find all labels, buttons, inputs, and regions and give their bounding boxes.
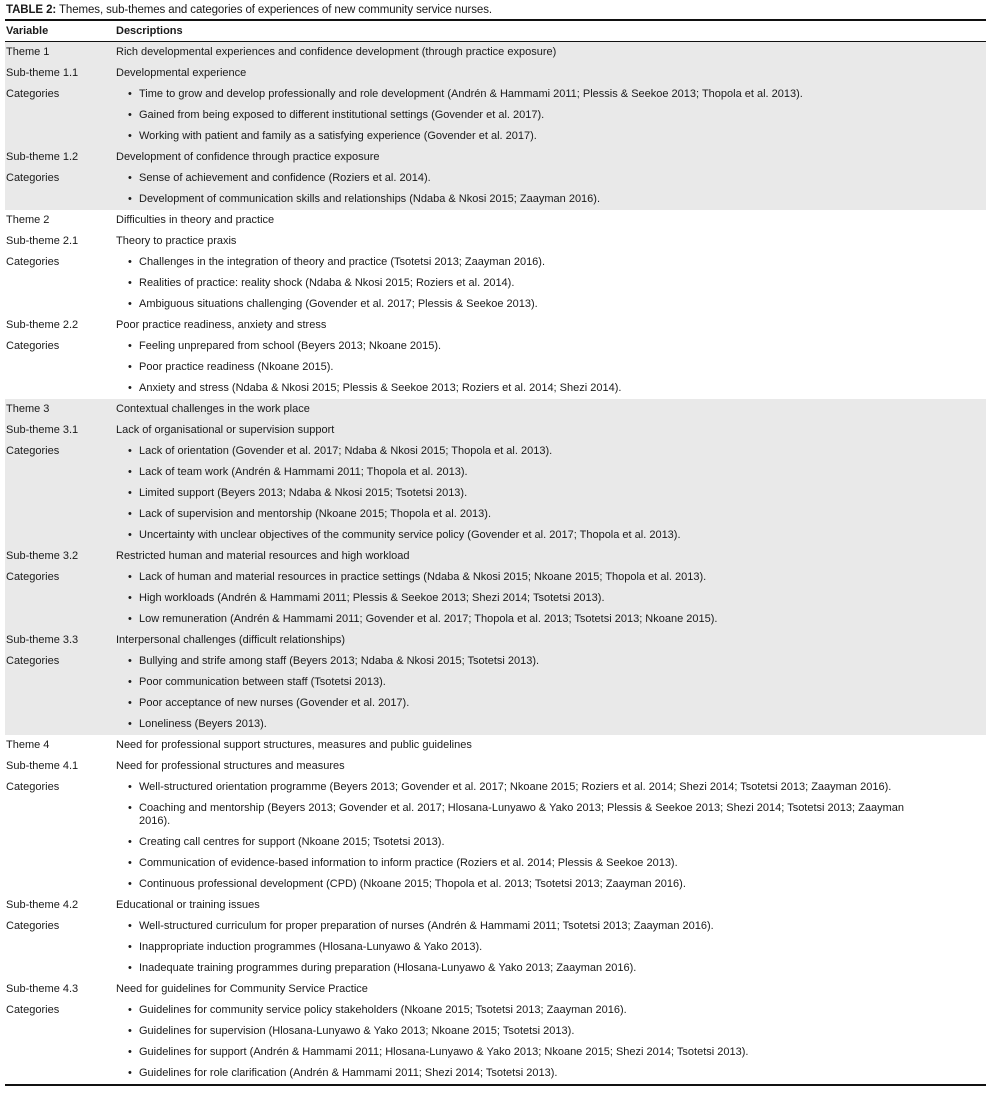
description-cell: Interpersonal challenges (difficult relationships) bbox=[115, 630, 986, 651]
bullet-icon: • bbox=[128, 592, 132, 604]
variable-cell bbox=[5, 958, 115, 979]
description-cell: Need for guidelines for Community Service Practice bbox=[116, 983, 368, 995]
table-row bbox=[5, 588, 986, 609]
table-row bbox=[5, 567, 986, 588]
variable-cell bbox=[5, 832, 115, 853]
bullet-item bbox=[116, 172, 986, 185]
table-row bbox=[5, 315, 986, 336]
description-cell bbox=[115, 336, 986, 357]
table-row bbox=[5, 798, 986, 832]
variable-cell bbox=[5, 357, 115, 378]
description-cell: Theory to practice praxis bbox=[116, 235, 237, 247]
description-cell bbox=[115, 777, 986, 798]
bullet-icon: • bbox=[128, 256, 132, 268]
variable-cell: Sub-theme 3.1 bbox=[5, 420, 115, 441]
table-row bbox=[5, 168, 986, 189]
variable-cell: Sub-theme 3.2 bbox=[5, 546, 115, 567]
bullet-item bbox=[116, 1004, 986, 1017]
bullet-item bbox=[116, 857, 986, 870]
bullet-item bbox=[116, 298, 986, 311]
bullet-item bbox=[116, 613, 986, 626]
description-cell: Development of confidence through practice exposure bbox=[115, 147, 986, 168]
variable-cell: Sub-theme 2.2 bbox=[6, 319, 79, 331]
bullet-item bbox=[116, 340, 986, 353]
bullet-icon: • bbox=[128, 445, 132, 457]
variable-cell bbox=[5, 525, 115, 546]
variable-cell bbox=[5, 937, 115, 958]
table-row bbox=[5, 336, 986, 357]
variable-cell bbox=[5, 672, 115, 693]
variable-cell bbox=[5, 693, 115, 714]
description-cell: Need for professional support structures, measures and public guidelines bbox=[116, 739, 472, 751]
category-text: Guidelines for support (Andrén & Hammami 2011; Hlosana-Lunyawo & Yako 2013; Nkoane 2015; Shezi 2014; Tsotetsi 2013). bbox=[139, 1046, 749, 1058]
category-text: Bullying and strife among staff (Beyers 2013; Ndaba & Nkosi 2015; Tsotetsi 2013). bbox=[139, 655, 540, 667]
variable-cell: Categories bbox=[6, 340, 60, 352]
variable-cell bbox=[5, 126, 115, 147]
bullet-icon: • bbox=[128, 920, 132, 932]
table-row bbox=[5, 273, 986, 294]
category-text: Coaching and mentorship (Beyers 2013; Govender et al. 2017; Hlosana-Lunyawo & Yako 2013; Plessis & Seekoe 2013; Shezi 2014; Tsotetsi 2013; Zaayman 2016). bbox=[139, 802, 904, 827]
description-cell bbox=[115, 832, 986, 853]
header-row bbox=[5, 20, 986, 42]
table-row bbox=[5, 399, 986, 420]
description-cell bbox=[115, 504, 986, 525]
description-cell: Difficulties in theory and practice bbox=[116, 214, 275, 226]
description-cell bbox=[115, 714, 986, 735]
table-row bbox=[5, 147, 986, 168]
description-cell: Developmental experience bbox=[115, 63, 986, 84]
header-variable: Variable bbox=[5, 20, 115, 42]
category-text: Guidelines for role clarification (Andrén & Hammami 2011; Shezi 2014; Tsotetsi 2013). bbox=[139, 1067, 558, 1079]
variable-cell bbox=[5, 874, 115, 895]
variable-cell bbox=[5, 798, 115, 832]
variable-cell: Categories bbox=[5, 84, 115, 105]
table-row bbox=[5, 651, 986, 672]
variable-cell bbox=[5, 853, 115, 874]
variable-cell bbox=[5, 588, 115, 609]
table-row bbox=[5, 1063, 986, 1085]
category-text: Low remuneration (Andrén & Hammami 2011; Govender et al. 2017; Thopola et al. 2013; Tsotetsi 2013; Nkoane 2015). bbox=[139, 613, 718, 625]
bullet-icon: • bbox=[128, 1025, 132, 1037]
table-row bbox=[5, 378, 986, 399]
description-cell bbox=[115, 294, 986, 315]
variable-cell: Categories bbox=[6, 256, 60, 268]
category-text: Inappropriate induction programmes (Hlosana-Lunyawo & Yako 2013). bbox=[139, 941, 483, 953]
bullet-item bbox=[116, 382, 986, 395]
table-row bbox=[5, 853, 986, 874]
bullet-icon: • bbox=[128, 109, 132, 121]
table-container bbox=[5, 3, 986, 1086]
table-row bbox=[5, 483, 986, 504]
description-cell bbox=[115, 252, 986, 273]
category-text: High workloads (Andrén & Hammami 2011; Plessis & Seekoe 2013; Shezi 2014; Tsotetsi 2013). bbox=[139, 592, 605, 604]
variable-cell bbox=[5, 462, 115, 483]
bullet-item bbox=[116, 109, 986, 122]
bullet-icon: • bbox=[128, 655, 132, 667]
variable-cell: Theme 3 bbox=[5, 399, 115, 420]
bullet-icon: • bbox=[128, 781, 132, 793]
variable-cell: Categories bbox=[5, 567, 115, 588]
bullet-item bbox=[116, 878, 986, 891]
bullet-icon: • bbox=[128, 802, 132, 814]
bullet-item bbox=[116, 592, 986, 605]
table-row bbox=[5, 979, 986, 1000]
table-row bbox=[5, 895, 986, 916]
table-row bbox=[5, 441, 986, 462]
description-cell bbox=[115, 378, 986, 399]
description-cell: Educational or training issues bbox=[116, 899, 260, 911]
description-cell bbox=[115, 874, 986, 895]
variable-cell: Categories bbox=[5, 441, 115, 462]
bullet-item bbox=[116, 920, 986, 933]
table-row bbox=[5, 252, 986, 273]
category-text: Gained from being exposed to different institutional settings (Govender et al. 2017). bbox=[139, 109, 545, 121]
category-text: Communication of evidence-based information to inform practice (Roziers et al. 2014; Plessis & Seekoe 2013). bbox=[139, 857, 678, 869]
category-text: Continuous professional development (CPD) (Nkoane 2015; Thopola et al. 2013; Tsotetsi 2013; Zaayman 2016). bbox=[139, 878, 686, 890]
bullet-item bbox=[116, 445, 986, 458]
variable-cell: Categories bbox=[6, 1004, 60, 1016]
bullet-item bbox=[116, 941, 986, 954]
description-cell bbox=[115, 483, 986, 504]
category-text: Loneliness (Beyers 2013). bbox=[139, 718, 267, 730]
bullet-icon: • bbox=[128, 172, 132, 184]
table-row bbox=[5, 1021, 986, 1042]
table-row bbox=[5, 294, 986, 315]
description-cell bbox=[115, 916, 986, 937]
bullet-item bbox=[116, 487, 986, 500]
description-cell bbox=[115, 609, 986, 630]
table-row bbox=[5, 63, 986, 84]
table-row bbox=[5, 1042, 986, 1063]
category-text: Challenges in the integration of theory and practice (Tsotetsi 2013; Zaayman 2016). bbox=[139, 256, 546, 268]
description-cell bbox=[115, 357, 986, 378]
bullet-icon: • bbox=[128, 1004, 132, 1016]
variable-cell bbox=[5, 378, 115, 399]
description-cell bbox=[115, 937, 986, 958]
variable-cell: Theme 1 bbox=[5, 42, 115, 64]
bullet-icon: • bbox=[128, 1046, 132, 1058]
bullet-icon: • bbox=[128, 466, 132, 478]
bullet-icon: • bbox=[128, 1067, 132, 1079]
category-text: Poor practice readiness (Nkoane 2015). bbox=[139, 361, 334, 373]
category-text: Poor acceptance of new nurses (Govender et al. 2017). bbox=[139, 697, 410, 709]
variable-cell bbox=[5, 273, 115, 294]
bullet-item bbox=[116, 193, 986, 206]
bullet-item bbox=[116, 466, 986, 479]
bullet-icon: • bbox=[128, 298, 132, 310]
description-cell bbox=[115, 1000, 986, 1021]
bullet-icon: • bbox=[128, 277, 132, 289]
category-text: Time to grow and develop professionally and role development (Andrén & Hammami 2011; Plessis & Seekoe 2013; Thopola et al. 2013). bbox=[139, 88, 803, 100]
bullet-icon: • bbox=[128, 718, 132, 730]
caption-text: Themes, sub-themes and categories of experiences of new community service nurses. bbox=[56, 4, 492, 16]
bullet-item bbox=[116, 529, 986, 542]
description-cell bbox=[115, 853, 986, 874]
description-cell bbox=[115, 693, 986, 714]
table-row bbox=[5, 937, 986, 958]
description-cell bbox=[115, 525, 986, 546]
variable-cell bbox=[5, 105, 115, 126]
variable-cell: Sub-theme 3.3 bbox=[5, 630, 115, 651]
category-text: Guidelines for community service policy stakeholders (Nkoane 2015; Tsotetsi 2013; Zaayman 2016). bbox=[139, 1004, 627, 1016]
bullet-icon: • bbox=[128, 361, 132, 373]
variable-cell: Categories bbox=[6, 781, 60, 793]
table-row bbox=[5, 231, 986, 252]
category-text: Feeling unprepared from school (Beyers 2013; Nkoane 2015). bbox=[139, 340, 442, 352]
table-row bbox=[5, 874, 986, 895]
bullet-icon: • bbox=[128, 697, 132, 709]
variable-cell: Sub-theme 1.1 bbox=[5, 63, 115, 84]
themes-table bbox=[5, 19, 986, 1086]
bullet-icon: • bbox=[128, 878, 132, 890]
table-row bbox=[5, 126, 986, 147]
bullet-item bbox=[116, 836, 986, 849]
description-cell bbox=[115, 168, 986, 189]
bullet-item bbox=[116, 130, 986, 143]
description-cell bbox=[115, 84, 986, 105]
table-row bbox=[5, 916, 986, 937]
bullet-icon: • bbox=[128, 857, 132, 869]
table-row bbox=[5, 693, 986, 714]
table-row bbox=[5, 756, 986, 777]
bullet-item bbox=[116, 802, 986, 828]
bullet-icon: • bbox=[128, 88, 132, 100]
description-cell bbox=[115, 441, 986, 462]
bullet-item bbox=[116, 256, 986, 269]
variable-cell: Theme 4 bbox=[6, 739, 50, 751]
description-cell bbox=[115, 273, 986, 294]
category-text: Development of communication skills and relationships (Ndaba & Nkosi 2015; Zaayman 2016). bbox=[139, 193, 601, 205]
description-cell bbox=[115, 126, 986, 147]
table-row bbox=[5, 609, 986, 630]
table-body bbox=[5, 42, 986, 1086]
category-text: Sense of achievement and confidence (Roziers et al. 2014). bbox=[139, 172, 431, 184]
table-row bbox=[5, 714, 986, 735]
bullet-item bbox=[116, 1025, 986, 1038]
bullet-item bbox=[116, 88, 986, 101]
bullet-icon: • bbox=[128, 382, 132, 394]
category-text: Lack of supervision and mentorship (Nkoane 2015; Thopola et al. 2013). bbox=[139, 508, 492, 520]
table-caption bbox=[5, 3, 986, 18]
description-cell bbox=[115, 567, 986, 588]
variable-cell bbox=[5, 294, 115, 315]
table-row bbox=[5, 630, 986, 651]
variable-cell bbox=[5, 189, 115, 210]
table-row bbox=[5, 357, 986, 378]
bullet-icon: • bbox=[128, 529, 132, 541]
table-row bbox=[5, 832, 986, 853]
variable-cell: Categories bbox=[6, 920, 60, 932]
description-cell bbox=[115, 958, 986, 979]
category-text: Realities of practice: reality shock (Ndaba & Nkosi 2015; Roziers et al. 2014). bbox=[139, 277, 515, 289]
bullet-icon: • bbox=[128, 130, 132, 142]
bullet-item bbox=[116, 962, 986, 975]
table-row bbox=[5, 735, 986, 756]
variable-cell: Sub-theme 4.3 bbox=[6, 983, 79, 995]
bullet-icon: • bbox=[128, 962, 132, 974]
table-row bbox=[5, 189, 986, 210]
variable-cell: Sub-theme 1.2 bbox=[5, 147, 115, 168]
variable-cell bbox=[5, 714, 115, 735]
variable-cell bbox=[5, 483, 115, 504]
category-text: Lack of team work (Andrén & Hammami 2011; Thopola et al. 2013). bbox=[139, 466, 468, 478]
category-text: Inadequate training programmes during preparation (Hlosana-Lunyawo & Yako 2013; Zaayman 2016). bbox=[139, 962, 637, 974]
description-cell: Rich developmental experiences and confidence development (through practice exposure) bbox=[115, 42, 986, 64]
bullet-icon: • bbox=[128, 836, 132, 848]
description-cell: Contextual challenges in the work place bbox=[115, 399, 986, 420]
bullet-item bbox=[116, 508, 986, 521]
bullet-item bbox=[116, 277, 986, 290]
bullet-icon: • bbox=[128, 571, 132, 583]
table-row bbox=[5, 672, 986, 693]
bullet-item bbox=[116, 697, 986, 710]
variable-cell bbox=[5, 1021, 115, 1042]
table-row bbox=[5, 420, 986, 441]
category-text: Anxiety and stress (Ndaba & Nkosi 2015; Plessis & Seekoe 2013; Roziers et al. 2014; Shezi 2014). bbox=[139, 382, 622, 394]
variable-cell: Categories bbox=[5, 651, 115, 672]
bullet-icon: • bbox=[128, 508, 132, 520]
description-cell bbox=[115, 588, 986, 609]
table-row bbox=[5, 546, 986, 567]
table-row bbox=[5, 42, 986, 64]
category-text: Lack of orientation (Govender et al. 2017; Ndaba & Nkosi 2015; Thopola et al. 2013). bbox=[139, 445, 553, 457]
table-row bbox=[5, 1000, 986, 1021]
table-row bbox=[5, 210, 986, 231]
category-text: Ambiguous situations challenging (Govender et al. 2017; Plessis & Seekoe 2013). bbox=[139, 298, 538, 310]
category-text: Limited support (Beyers 2013; Ndaba & Nkosi 2015; Tsotetsi 2013). bbox=[139, 487, 468, 499]
bullet-item bbox=[116, 676, 986, 689]
bullet-item bbox=[116, 718, 986, 731]
table-row bbox=[5, 958, 986, 979]
description-cell bbox=[115, 1021, 986, 1042]
variable-cell: Categories bbox=[5, 168, 115, 189]
category-text: Uncertainty with unclear objectives of the community service policy (Govender et al. 2017; Thopola et al. 2013). bbox=[139, 529, 681, 541]
variable-cell bbox=[5, 1042, 115, 1063]
variable-cell: Sub-theme 4.1 bbox=[6, 760, 79, 772]
category-text: Guidelines for supervision (Hlosana-Lunyawo & Yako 2013; Nkoane 2015; Tsotetsi 2013). bbox=[139, 1025, 575, 1037]
bullet-item bbox=[116, 361, 986, 374]
category-text: Well-structured orientation programme (Beyers 2013; Govender et al. 2017; Nkoane 2015; Roziers et al. 2014; Shezi 2014; Tsotetsi 2013; Zaayman 2016). bbox=[139, 781, 892, 793]
table-row bbox=[5, 525, 986, 546]
variable-cell bbox=[5, 504, 115, 525]
category-text: Poor communication between staff (Tsotetsi 2013). bbox=[139, 676, 386, 688]
bullet-icon: • bbox=[128, 340, 132, 352]
variable-cell bbox=[5, 609, 115, 630]
description-cell: Restricted human and material resources and high workload bbox=[115, 546, 986, 567]
bullet-icon: • bbox=[128, 941, 132, 953]
description-cell: Need for professional structures and measures bbox=[116, 760, 345, 772]
description-cell bbox=[115, 1063, 986, 1085]
bullet-icon: • bbox=[128, 487, 132, 499]
description-cell bbox=[115, 462, 986, 483]
variable-cell bbox=[5, 1063, 115, 1085]
header-descriptions: Descriptions bbox=[115, 20, 986, 42]
category-text: Lack of human and material resources in practice settings (Ndaba & Nkosi 2015; Nkoane 2015; Thopola et al. 2013). bbox=[139, 571, 707, 583]
bullet-item bbox=[116, 655, 986, 668]
table-row bbox=[5, 105, 986, 126]
bullet-icon: • bbox=[128, 613, 132, 625]
description-cell bbox=[115, 651, 986, 672]
category-text: Working with patient and family as a satisfying experience (Govender et al. 2017). bbox=[139, 130, 537, 142]
description-cell: Poor practice readiness, anxiety and stress bbox=[116, 319, 327, 331]
description-cell bbox=[115, 189, 986, 210]
description-cell bbox=[115, 672, 986, 693]
category-text: Creating call centres for support (Nkoane 2015; Tsotetsi 2013). bbox=[139, 836, 445, 848]
bullet-item bbox=[116, 1046, 986, 1059]
variable-cell: Sub-theme 2.1 bbox=[6, 235, 79, 247]
category-text: Well-structured curriculum for proper preparation of nurses (Andrén & Hammami 2011; Tsotetsi 2013; Zaayman 2016). bbox=[139, 920, 714, 932]
caption-label: TABLE 2: bbox=[6, 4, 57, 16]
table-row bbox=[5, 84, 986, 105]
bullet-item bbox=[116, 1067, 986, 1080]
variable-cell: Theme 2 bbox=[6, 214, 50, 226]
table-row bbox=[5, 777, 986, 798]
table-row bbox=[5, 462, 986, 483]
description-cell bbox=[115, 1042, 986, 1063]
bullet-icon: • bbox=[128, 676, 132, 688]
bullet-item bbox=[116, 571, 986, 584]
description-cell bbox=[115, 798, 986, 832]
table-row bbox=[5, 504, 986, 525]
bullet-icon: • bbox=[128, 193, 132, 205]
bullet-item bbox=[116, 781, 986, 794]
variable-cell: Sub-theme 4.2 bbox=[6, 899, 79, 911]
description-cell bbox=[115, 105, 986, 126]
description-cell: Lack of organisational or supervision support bbox=[115, 420, 986, 441]
